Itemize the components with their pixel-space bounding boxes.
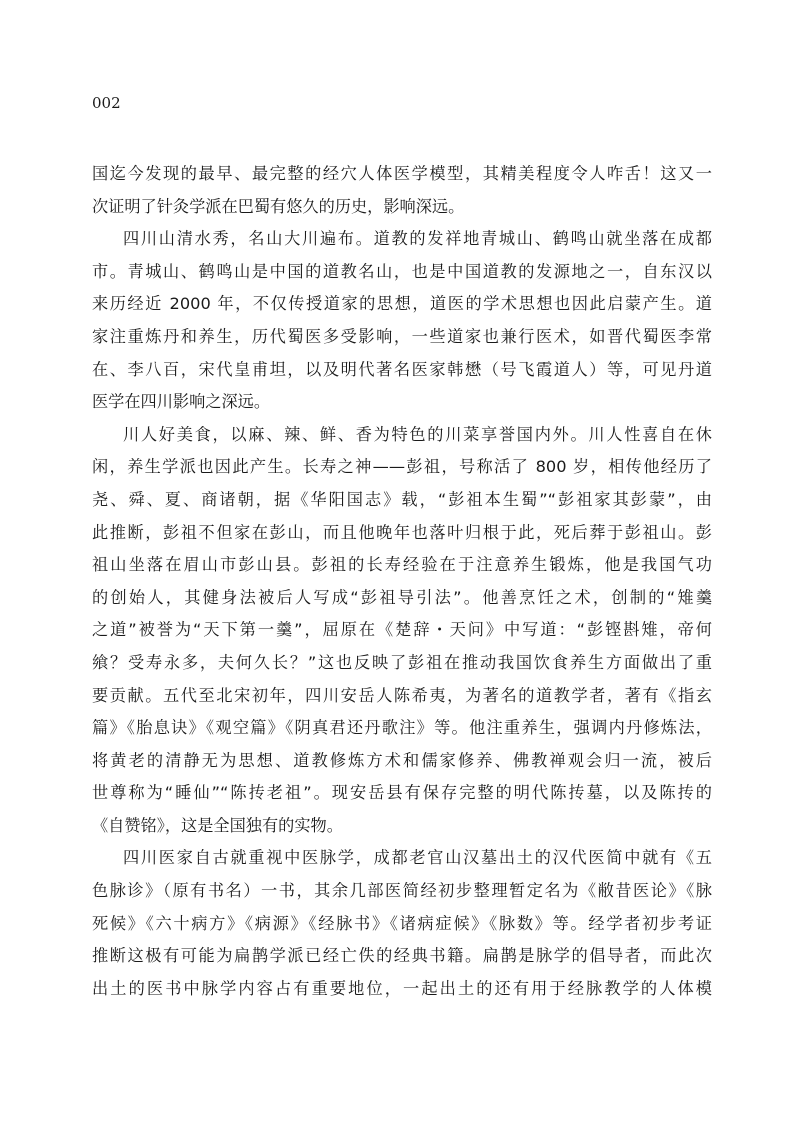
text-line: 推断这极有可能为扁鹊学派已经亡佚的经典书籍。扁鹊是脉学的倡导者，而此次 [92, 946, 712, 966]
text-line: 次证明了针灸学派在巴蜀有悠久的历史，影响深远。 [92, 196, 465, 216]
text-line: 川人好美食，以麻、辣、鲜、香为特色的川菜享誉国内外。川人性喜自在休 [123, 424, 712, 444]
text-line: 国迄今发现的最早、最完整的经穴人体医学模型，其精美程度令人咋舌！这又一 [92, 164, 712, 183]
text-line: 死候》《六十病方》《病源》《经脉书》《诸病症候》《脉数》等。经学者初步考证 [92, 913, 712, 933]
text-line: 篇》《胎息诀》《观空篇》《阴真君还丹歌注》等。他注重养生，强调内丹修炼法， [92, 718, 712, 738]
text-line: 医学在四川影响之深远。 [92, 392, 271, 412]
text-line: 之道”被誉为“天下第一羹”，屈原在《楚辞・天问》中写道：“彭铿斟雉，帝何 [92, 620, 712, 640]
text-line: 出土的医书中脉学内容占有重要地位，一起出土的还有用于经脉教学的人体模 [92, 978, 712, 998]
text-line: 的创始人，其健身法被后人写成“彭祖导引法”。他善烹饪之术，创制的“雉羹 [92, 587, 712, 607]
text-line: 四川医家自古就重视中医脉学，成都老官山汉墓出土的汉代医简中就有《五 [123, 848, 712, 868]
text-line: 市。青城山、鹤鸣山是中国的道教名山，也是中国道教的发源地之一，自东汉以 [92, 261, 712, 281]
text-line: 来历经近 2000 年，不仅传授道家的思想，道医的学术思想也因此启蒙产生。道 [92, 294, 712, 314]
text-line: 尧、舜、夏、商诸朝，据《华阳国志》载，“彭祖本生蜀”“彭祖家其彭蒙”，由 [92, 489, 712, 509]
text-line: 将黄老的清静无为思想、道教修炼方术和儒家修养、佛教禅观会归一流，被后 [92, 750, 712, 770]
text-line: 闲，养生学派也因此产生。长寿之神——彭祖，号称活了 800 岁，相传他经历了 [92, 457, 712, 477]
text-line: 家注重炼丹和养生，历代蜀医多受影响，一些道家也兼行医术，如晋代蜀医李常 [92, 326, 712, 346]
text-line: 要贡献。五代至北宋初年，四川安岳人陈希夷，为著名的道教学者，著有《指玄 [92, 685, 712, 705]
text-line: 在、李八百，宋代皇甫坦，以及明代著名医家韩懋（号飞霞道人）等，可见丹道 [92, 359, 712, 379]
body-text [92, 158, 712, 1005]
page-number: 002 [92, 94, 121, 112]
text-line: 《自赞铭》，这是全国独有的实物。 [92, 815, 343, 835]
text-line: 飨？受寿永多，夫何久长？”这也反映了彭祖在推动我国饮食养生方面做出了重 [92, 652, 712, 672]
text-line: 世尊称为“睡仙”“陈抟老祖”。现安岳县有保存完整的明代陈抟墓，以及陈抟的 [92, 783, 712, 803]
text-line: 色脉诊》（原有书名）一书，其余几部医简经初步整理暂定名为《敝昔医论》《脉 [92, 881, 712, 901]
text-line: 四川山清水秀，名山大川遍布。道教的发祥地青城山、鹤鸣山就坐落在成都 [123, 229, 712, 249]
text-line: 祖山坐落在眉山市彭山县。彭祖的长寿经验在于注意养生锻炼，他是我国气功 [92, 555, 712, 575]
text-line: 此推断，彭祖不但家在彭山，而且他晚年也落叶归根于此，死后葬于彭祖山。彭 [92, 522, 712, 542]
